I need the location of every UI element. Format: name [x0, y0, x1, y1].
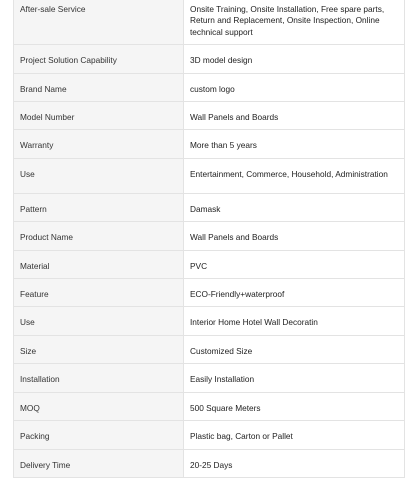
spec-value: Customized Size [184, 335, 405, 363]
table-row [14, 335, 405, 363]
spec-value: custom logo [184, 73, 405, 101]
spec-key: After-sale Service [14, 0, 184, 45]
spec-value: Plastic bag, Carton or Pallet [184, 421, 405, 449]
spec-key: Product Name [14, 222, 184, 250]
spec-value: Damask [184, 193, 405, 221]
spec-key: Installation [14, 364, 184, 392]
spec-value: Wall Panels and Boards [184, 102, 405, 130]
spec-key: Packing [14, 421, 184, 449]
table-row [14, 193, 405, 221]
table-row [14, 364, 405, 392]
spec-key: Project Solution Capability [14, 45, 184, 73]
spec-key: Pattern [14, 193, 184, 221]
table-row [14, 102, 405, 130]
table-row [14, 158, 405, 193]
product-spec-table [13, 0, 405, 478]
spec-value: Wall Panels and Boards [184, 222, 405, 250]
spec-value: Easily Installation [184, 364, 405, 392]
spec-key: Warranty [14, 130, 184, 158]
spec-key: Use [14, 158, 184, 193]
spec-key: Model Number [14, 102, 184, 130]
table-row [14, 279, 405, 307]
table-row [14, 130, 405, 158]
spec-key: Feature [14, 279, 184, 307]
spec-key: MOQ [14, 392, 184, 420]
spec-value: PVC [184, 250, 405, 278]
spec-value: 3D model design [184, 45, 405, 73]
spec-key: Brand Name [14, 73, 184, 101]
spec-value: Interior Home Hotel Wall Decoratin [184, 307, 405, 335]
table-row [14, 0, 405, 45]
table-row [14, 250, 405, 278]
spec-value: Onsite Training, Onsite Installation, Free spare parts, Return and Replacement, Onsite Inspection, Online technical support [184, 0, 405, 45]
table-row [14, 449, 405, 477]
table-row [14, 392, 405, 420]
table-row [14, 45, 405, 73]
spec-key: Size [14, 335, 184, 363]
spec-key: Use [14, 307, 184, 335]
table-row [14, 421, 405, 449]
spec-value: More than 5 years [184, 130, 405, 158]
spec-value: 500 Square Meters [184, 392, 405, 420]
spec-value: 20-25 Days [184, 449, 405, 477]
spec-value: Entertainment, Commerce, Household, Administration [184, 158, 405, 193]
table-row [14, 73, 405, 101]
spec-value: ECO-Friendly+waterproof [184, 279, 405, 307]
spec-key: Delivery Time [14, 449, 184, 477]
table-row [14, 222, 405, 250]
spec-key: Material [14, 250, 184, 278]
table-row [14, 307, 405, 335]
